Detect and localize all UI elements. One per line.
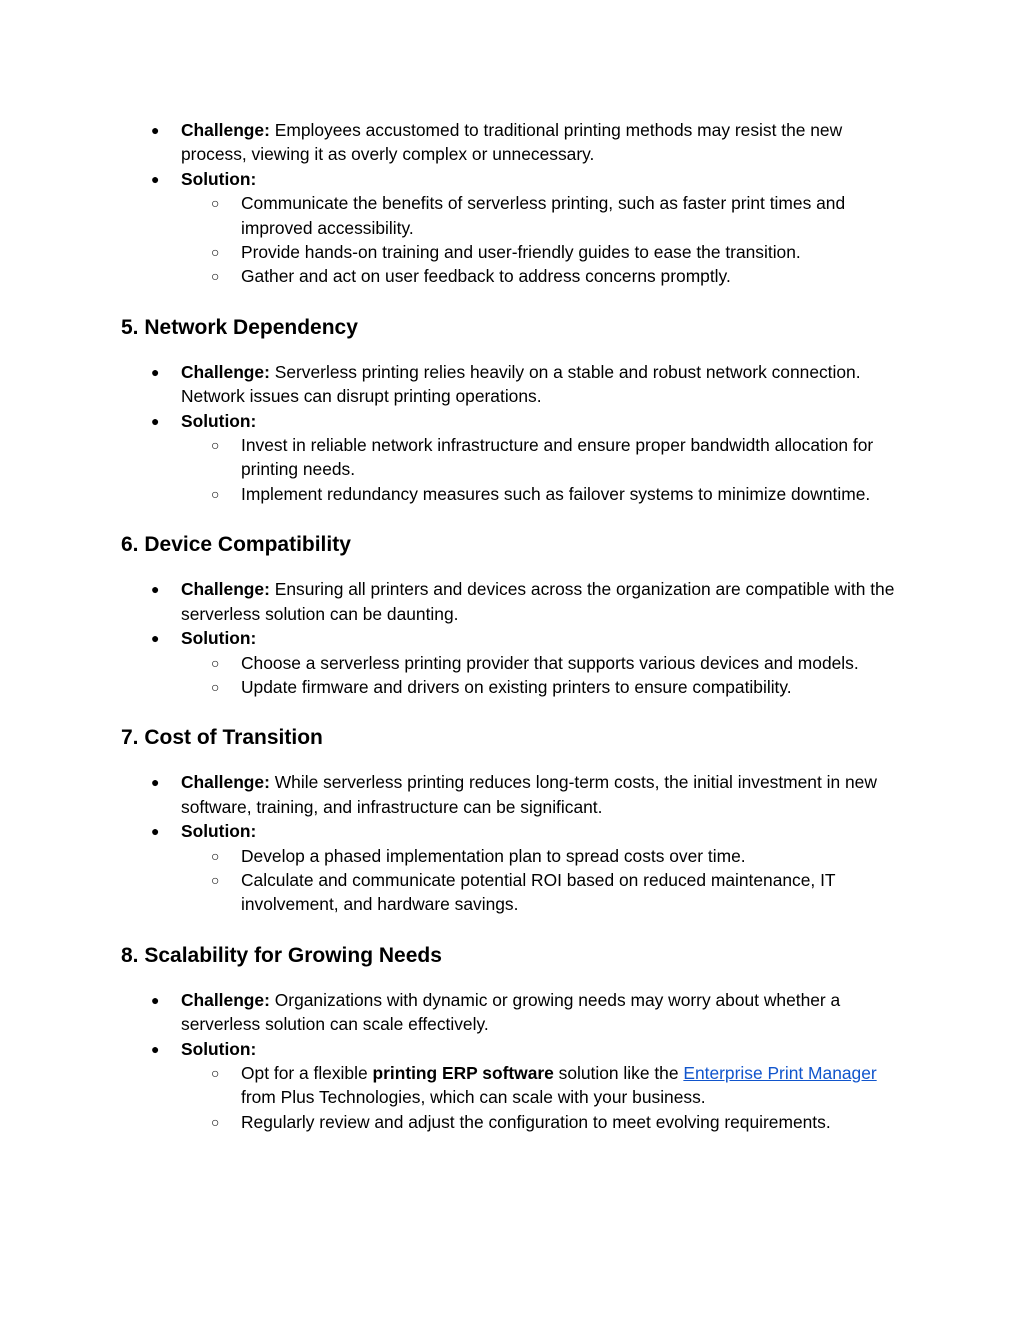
- bullet-icon: ●: [151, 363, 160, 380]
- solution-sub-item: [0, 651, 1024, 675]
- solution-text: Communicate the benefits of serverless printing, such as faster print times and improved accessibility.: [241, 193, 846, 238]
- bullet-icon: ●: [151, 991, 160, 1008]
- bullet-icon: ●: [151, 774, 160, 791]
- section-heading: 8. Scalability for Growing Needs: [121, 943, 442, 967]
- challenge-text: Serverless printing relies heavily on a stable and robust network connection. Network issues can disrupt printing operations.: [181, 361, 861, 407]
- circle-bullet-icon: ○: [211, 244, 220, 261]
- challenge-text: Ensuring all printers and devices across the organization are compatible with the serverless solution can be daunting.: [181, 579, 895, 624]
- circle-bullet-icon: ○: [211, 847, 220, 864]
- solution-sub-item: [0, 1110, 1024, 1134]
- solution-text: Update firmware and drivers on existing printers to ensure compatibility.: [241, 676, 792, 697]
- solution-text-bold: printing ERP software: [372, 1062, 554, 1083]
- challenge-text: Organizations with dynamic or growing needs may worry about whether a serverless solution can scale effectively.: [181, 989, 841, 1035]
- challenge-text: While serverless printing reduces long-term costs, the initial investment in new software, training, and infrastructure can be significant.: [181, 772, 877, 817]
- circle-bullet-icon: ○: [211, 437, 220, 454]
- solution-sub-item: [0, 675, 1024, 699]
- solution-text: Regularly review and adjust the configuration to meet evolving requirements.: [241, 1111, 831, 1132]
- document-page: [0, 118, 1024, 1134]
- bullet-icon: ●: [151, 170, 160, 187]
- challenge-label: Challenge:: [181, 772, 270, 793]
- challenge-label: Challenge:: [181, 989, 270, 1010]
- section-list: [0, 360, 1024, 506]
- challenge-item: [0, 118, 1024, 167]
- challenge-item: [0, 770, 1024, 819]
- section-list: [0, 770, 1024, 916]
- solution-item: [0, 1037, 1024, 1061]
- circle-bullet-icon: ○: [211, 1064, 220, 1081]
- solution-item: [0, 819, 1024, 843]
- circle-bullet-icon: ○: [211, 485, 220, 502]
- circle-bullet-icon: ○: [211, 871, 220, 888]
- solution-text-after: from Plus Technologies, which can scale with your business.: [241, 1087, 706, 1108]
- challenge-label: Challenge:: [181, 579, 270, 600]
- challenge-item: [0, 988, 1024, 1037]
- section-heading: 5. Network Dependency: [121, 315, 358, 339]
- circle-bullet-icon: ○: [211, 1113, 220, 1130]
- solution-text: Choose a serverless printing provider that supports various devices and models.: [241, 652, 859, 673]
- section-heading: 6. Device Compatibility: [121, 533, 351, 557]
- solution-sub-item: [0, 868, 1024, 917]
- circle-bullet-icon: ○: [211, 268, 220, 285]
- section-list: [0, 988, 1024, 1134]
- solution-text: Invest in reliable network infrastructure and ensure proper bandwidth allocation for printing needs.: [241, 435, 874, 480]
- solution-sub-item: [0, 844, 1024, 868]
- solution-sub-item: [0, 1061, 1024, 1110]
- solution-label: Solution:: [181, 168, 257, 189]
- solution-sub-item: [0, 240, 1024, 264]
- solution-label: Solution:: [181, 410, 257, 431]
- solution-text: Gather and act on user feedback to address concerns promptly.: [241, 266, 731, 287]
- challenge-label: Challenge:: [181, 361, 270, 382]
- solution-text: Provide hands-on training and user-friendly guides to ease the transition.: [241, 242, 801, 263]
- solution-text: Implement redundancy measures such as failover systems to minimize downtime.: [241, 483, 871, 504]
- solution-item: [0, 167, 1024, 191]
- challenge-text: Employees accustomed to traditional printing methods may resist the new process, viewing it as overly complex or unnecessary.: [181, 120, 843, 165]
- solution-item: [0, 409, 1024, 433]
- bullet-icon: ●: [151, 412, 160, 429]
- solution-sub-item: [0, 482, 1024, 506]
- circle-bullet-icon: ○: [211, 195, 220, 212]
- solution-sub-item: [0, 191, 1024, 240]
- challenge-item: [0, 577, 1024, 626]
- solution-sub-item: [0, 433, 1024, 482]
- enterprise-print-manager-link[interactable]: Enterprise Print Manager: [683, 1062, 877, 1083]
- solution-item: [0, 626, 1024, 650]
- bullet-icon: ●: [151, 122, 160, 138]
- bullet-icon: ●: [151, 1040, 160, 1057]
- solution-sub-item: [0, 264, 1024, 288]
- challenge-label: Challenge:: [181, 120, 270, 140]
- solution-label: Solution:: [181, 1038, 257, 1059]
- solution-text: Develop a phased implementation plan to spread costs over time.: [241, 845, 746, 866]
- circle-bullet-icon: ○: [211, 654, 220, 671]
- solution-text-middle: solution like the: [553, 1062, 684, 1083]
- bullet-icon: ●: [151, 823, 160, 840]
- solution-label: Solution:: [181, 821, 257, 842]
- section-list: [0, 577, 1024, 699]
- intro-list: [0, 118, 1024, 289]
- bullet-icon: ●: [151, 630, 160, 647]
- challenge-item: [0, 360, 1024, 409]
- bullet-icon: ●: [151, 581, 160, 598]
- section-heading: 7. Cost of Transition: [121, 726, 323, 750]
- solution-label: Solution:: [181, 628, 257, 649]
- solution-text: Calculate and communicate potential ROI based on reduced maintenance, IT involvement, and hardware savings.: [241, 869, 836, 915]
- circle-bullet-icon: ○: [211, 678, 220, 695]
- solution-text-before: Opt for a flexible: [241, 1062, 373, 1083]
